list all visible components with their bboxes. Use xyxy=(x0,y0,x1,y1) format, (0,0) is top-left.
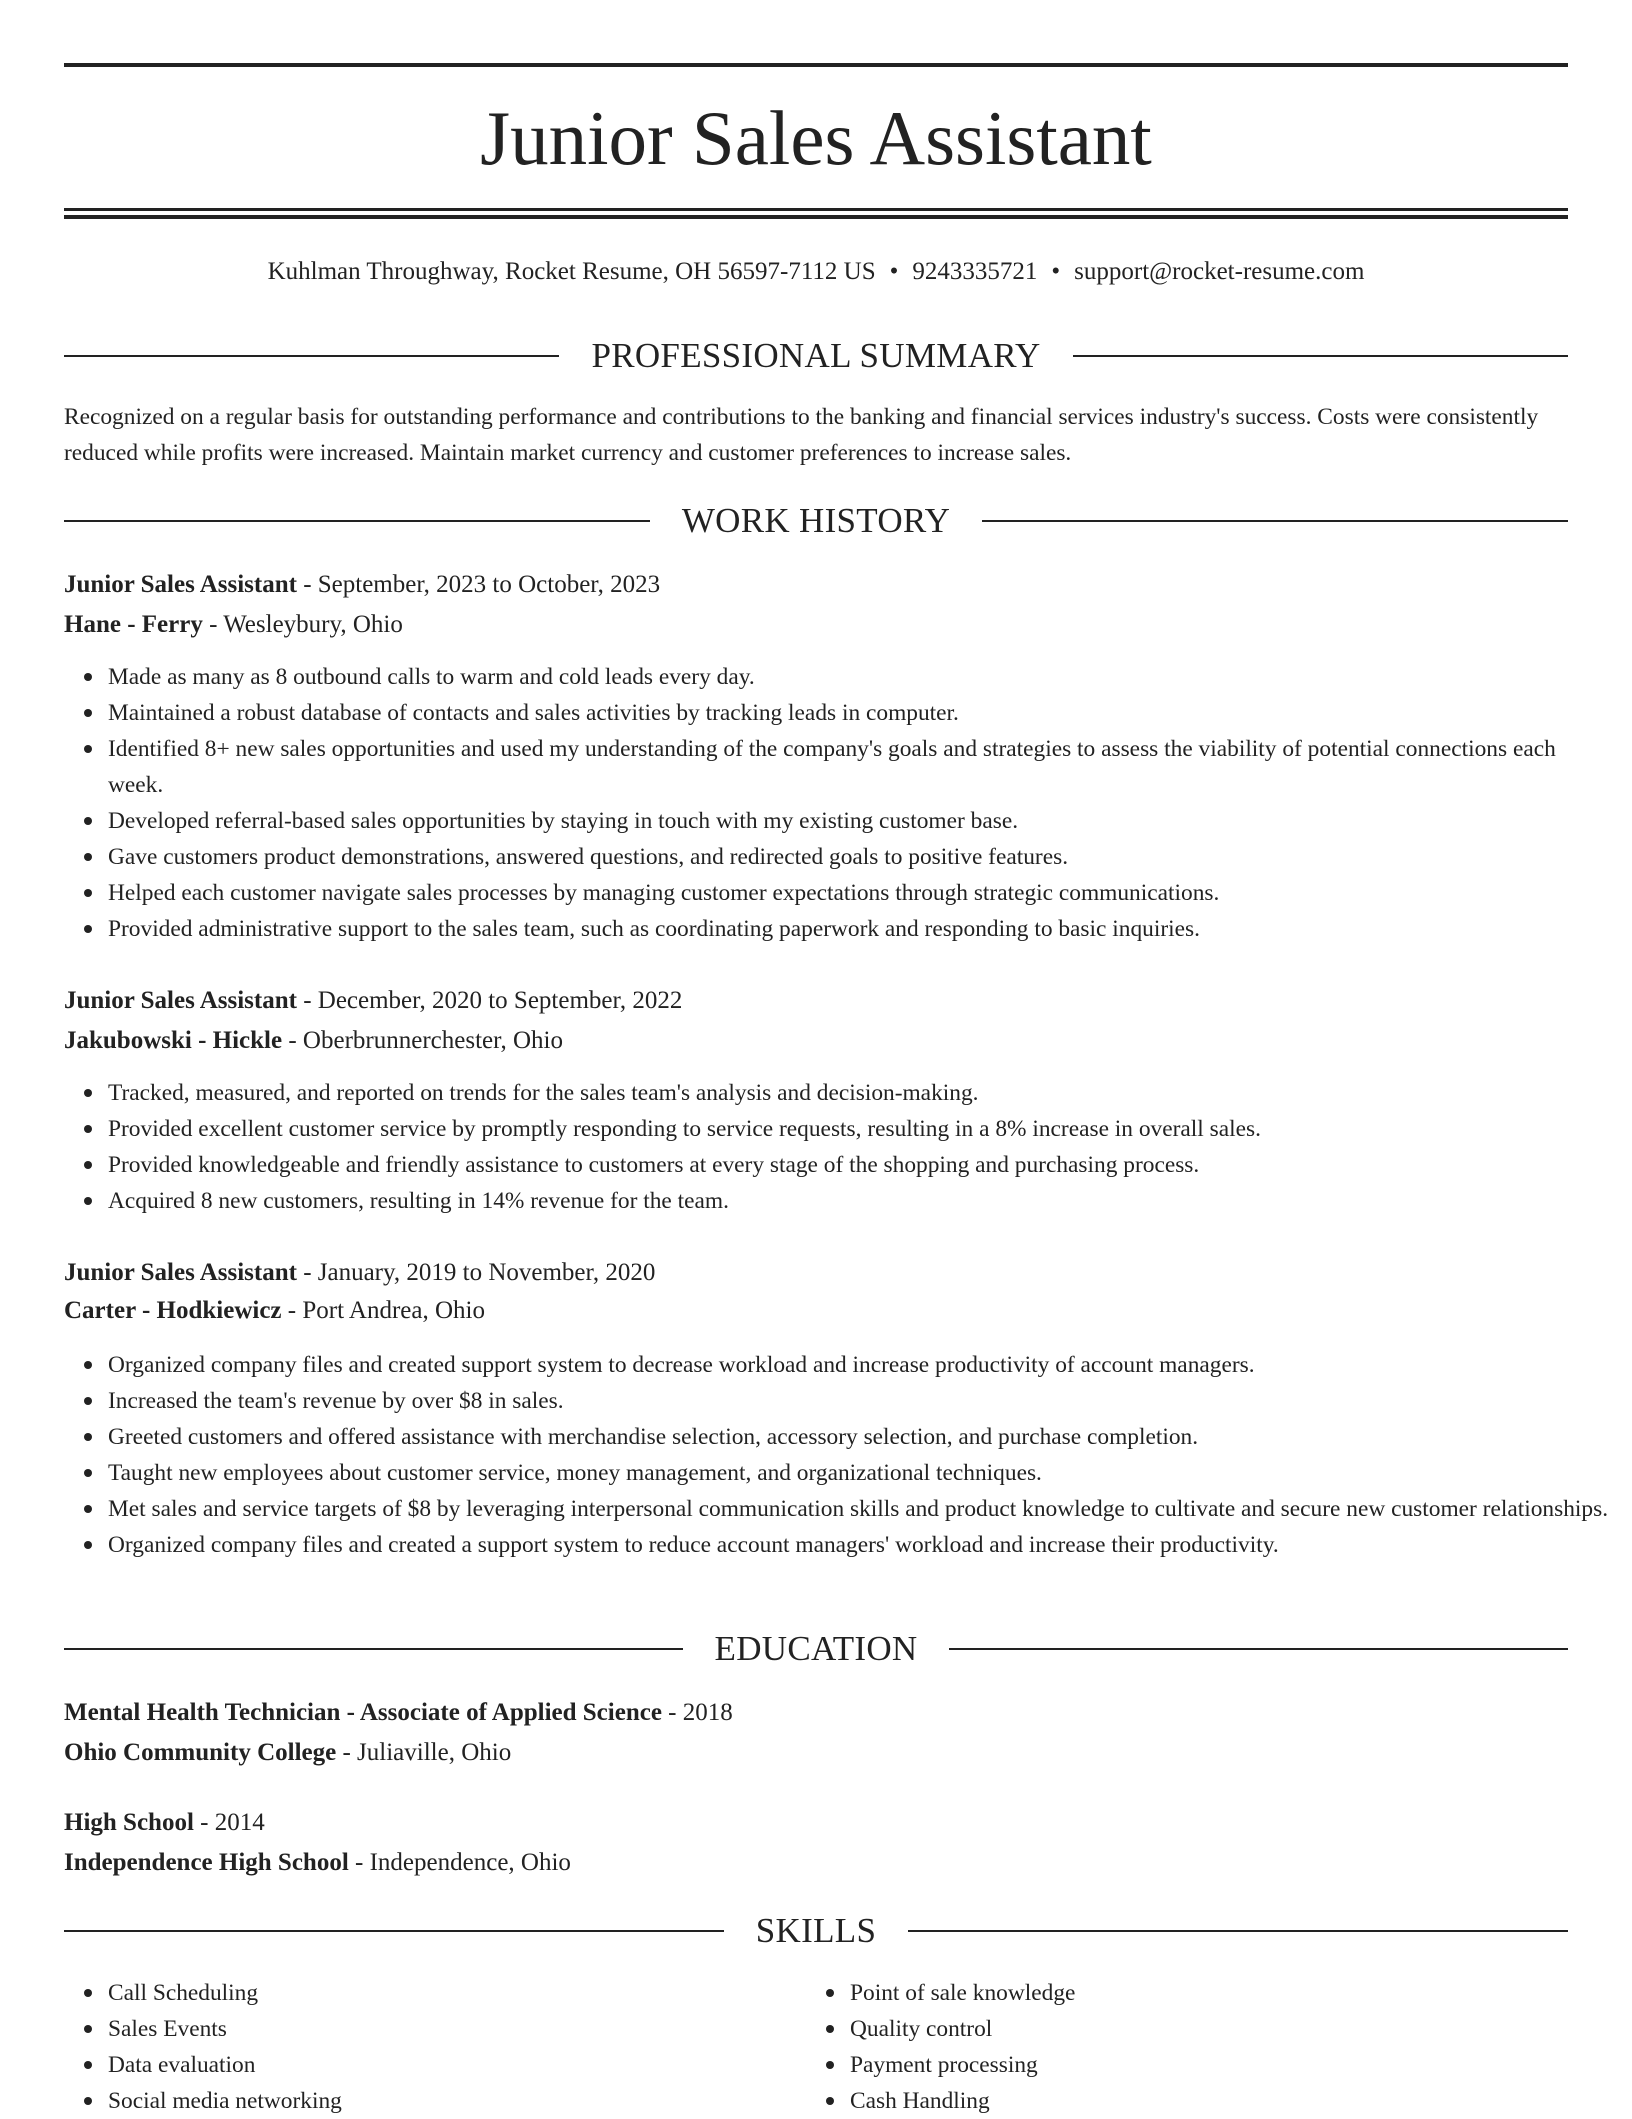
job-title: Junior Sales Assistant xyxy=(64,571,297,598)
job-company-line xyxy=(64,1293,1568,1329)
job-bullets xyxy=(64,1075,1612,1219)
education-degree-line xyxy=(64,1805,1568,1841)
job-title-line xyxy=(64,567,1568,603)
education-year: - 2018 xyxy=(661,1699,733,1726)
education-year: - 2014 xyxy=(193,1809,265,1836)
job-location: - Oberbrunnerchester, Ohio xyxy=(282,1027,563,1054)
list-item: Cash Handling xyxy=(850,2083,1550,2119)
education-school: Independence High School xyxy=(64,1849,349,1876)
list-item: Provided excellent customer service by promptly responding to service requests, resulting in a 8% increase in overall sales. xyxy=(108,1111,1612,1147)
heading-rule xyxy=(64,520,650,522)
list-item: Tracked, measured, and reported on trends for the sales team's analysis and decision-making. xyxy=(108,1075,1612,1111)
list-item: Organized company files and created a support system to reduce account managers' workload and increase their productivity. xyxy=(108,1527,1612,1563)
job-location: - Port Andrea, Ohio xyxy=(281,1297,485,1324)
skills-list-right xyxy=(806,1975,1550,2119)
section-title: SKILLS xyxy=(755,1911,877,1950)
title-rule-lower xyxy=(64,215,1568,219)
list-item: Quality control xyxy=(850,2011,1550,2047)
contact-separator: • xyxy=(889,258,899,285)
education-school-line xyxy=(64,1845,1568,1881)
section-title: EDUCATION xyxy=(714,1629,918,1668)
heading-rule xyxy=(949,1648,1568,1650)
list-item: Social media networking xyxy=(108,2083,808,2119)
heading-rule xyxy=(64,1930,724,1932)
top-rule xyxy=(64,63,1568,67)
section-heading-work-history xyxy=(64,499,1568,543)
education-school-line xyxy=(64,1735,1568,1771)
list-item: Sales Events xyxy=(108,2011,808,2047)
job-title: Junior Sales Assistant xyxy=(64,1259,297,1286)
title-rule-upper xyxy=(64,208,1568,211)
list-item: Met sales and service targets of $8 by leveraging interpersonal communication skills and product knowledge to cultivate and secure new customer relationships. xyxy=(108,1491,1612,1527)
contact-phone: 9243335721 xyxy=(912,258,1038,285)
job-company: Hane - Ferry xyxy=(64,611,203,638)
contact-email: support@rocket-resume.com xyxy=(1074,258,1365,285)
heading-rule xyxy=(982,520,1568,522)
list-item: Taught new employees about customer service, money management, and organizational techniques. xyxy=(108,1455,1612,1491)
education-school: Ohio Community College xyxy=(64,1739,337,1766)
list-item: Identified 8+ new sales opportunities and used my understanding of the company's goals and strategies to assess the viability of potential connections each week. xyxy=(108,731,1612,803)
summary-text: Recognized on a regular basis for outstanding performance and contributions to the banking and financial services industry's success. Costs were consistently reduced while profits were increased. Maintain market currency and customer preferences to increase sales. xyxy=(64,404,1539,466)
heading-rule xyxy=(64,1648,683,1650)
list-item: Call Scheduling xyxy=(108,1975,808,2011)
section-heading-summary xyxy=(64,334,1568,378)
job-dates: - September, 2023 to October, 2023 xyxy=(296,571,661,598)
job-title-line xyxy=(64,983,1568,1019)
list-item: Provided administrative support to the sales team, such as coordinating paperwork and responding to basic inquiries. xyxy=(108,911,1612,947)
list-item: Provided knowledgeable and friendly assistance to customers at every stage of the shopping and purchasing process. xyxy=(108,1147,1612,1183)
list-item: Increased the team's revenue by over $8 in sales. xyxy=(108,1383,1612,1419)
section-heading-skills xyxy=(64,1909,1568,1953)
list-item: Greeted customers and offered assistance with merchandise selection, accessory selection, and purchase completion. xyxy=(108,1419,1612,1455)
heading-rule xyxy=(64,355,559,357)
contact-separator: • xyxy=(1051,258,1061,285)
education-degree: Mental Health Technician - Associate of Applied Science xyxy=(64,1699,662,1726)
section-title: WORK HISTORY xyxy=(681,501,951,540)
job-bullets xyxy=(64,1347,1612,1563)
section-heading-education xyxy=(64,1627,1568,1671)
job-title: Junior Sales Assistant xyxy=(64,987,297,1014)
education-location: - Juliaville, Ohio xyxy=(336,1739,512,1766)
job-bullets xyxy=(64,659,1612,947)
job-company: Carter - Hodkiewicz xyxy=(64,1297,282,1324)
job-company: Jakubowski - Hickle xyxy=(64,1027,283,1054)
list-item: Point of sale knowledge xyxy=(850,1975,1550,2011)
education-location: - Independence, Ohio xyxy=(348,1849,571,1876)
job-dates: - January, 2019 to November, 2020 xyxy=(296,1259,656,1286)
list-item: Data evaluation xyxy=(108,2047,808,2083)
list-item: Developed referral-based sales opportunities by staying in touch with my existing customer base. xyxy=(108,803,1612,839)
list-item: Payment processing xyxy=(850,2047,1550,2083)
job-location: - Wesleybury, Ohio xyxy=(202,611,403,638)
job-title-line xyxy=(64,1255,1568,1291)
education-degree: High School xyxy=(64,1809,194,1836)
skills-list-left xyxy=(64,1975,808,2119)
job-company-line xyxy=(64,607,1568,643)
list-item: Made as many as 8 outbound calls to warm and cold leads every day. xyxy=(108,659,1612,695)
education-degree-line xyxy=(64,1695,1568,1731)
list-item: Helped each customer navigate sales processes by managing customer expectations through strategic communications. xyxy=(108,875,1612,911)
heading-rule xyxy=(1073,355,1568,357)
heading-rule xyxy=(908,1930,1568,1932)
resume-title: Junior Sales Assistant xyxy=(480,95,1152,181)
list-item: Gave customers product demonstrations, answered questions, and redirected goals to positive features. xyxy=(108,839,1612,875)
contact-line xyxy=(64,254,1568,290)
section-title: PROFESSIONAL SUMMARY xyxy=(591,336,1041,375)
list-item: Organized company files and created support system to decrease workload and increase productivity of account managers. xyxy=(108,1347,1612,1383)
job-dates: - December, 2020 to September, 2022 xyxy=(296,987,683,1014)
list-item: Maintained a robust database of contacts and sales activities by tracking leads in computer. xyxy=(108,695,1612,731)
list-item: Acquired 8 new customers, resulting in 14% revenue for the team. xyxy=(108,1183,1612,1219)
contact-address: Kuhlman Throughway, Rocket Resume, OH 56597-7112 US xyxy=(267,258,876,285)
job-company-line xyxy=(64,1023,1568,1059)
